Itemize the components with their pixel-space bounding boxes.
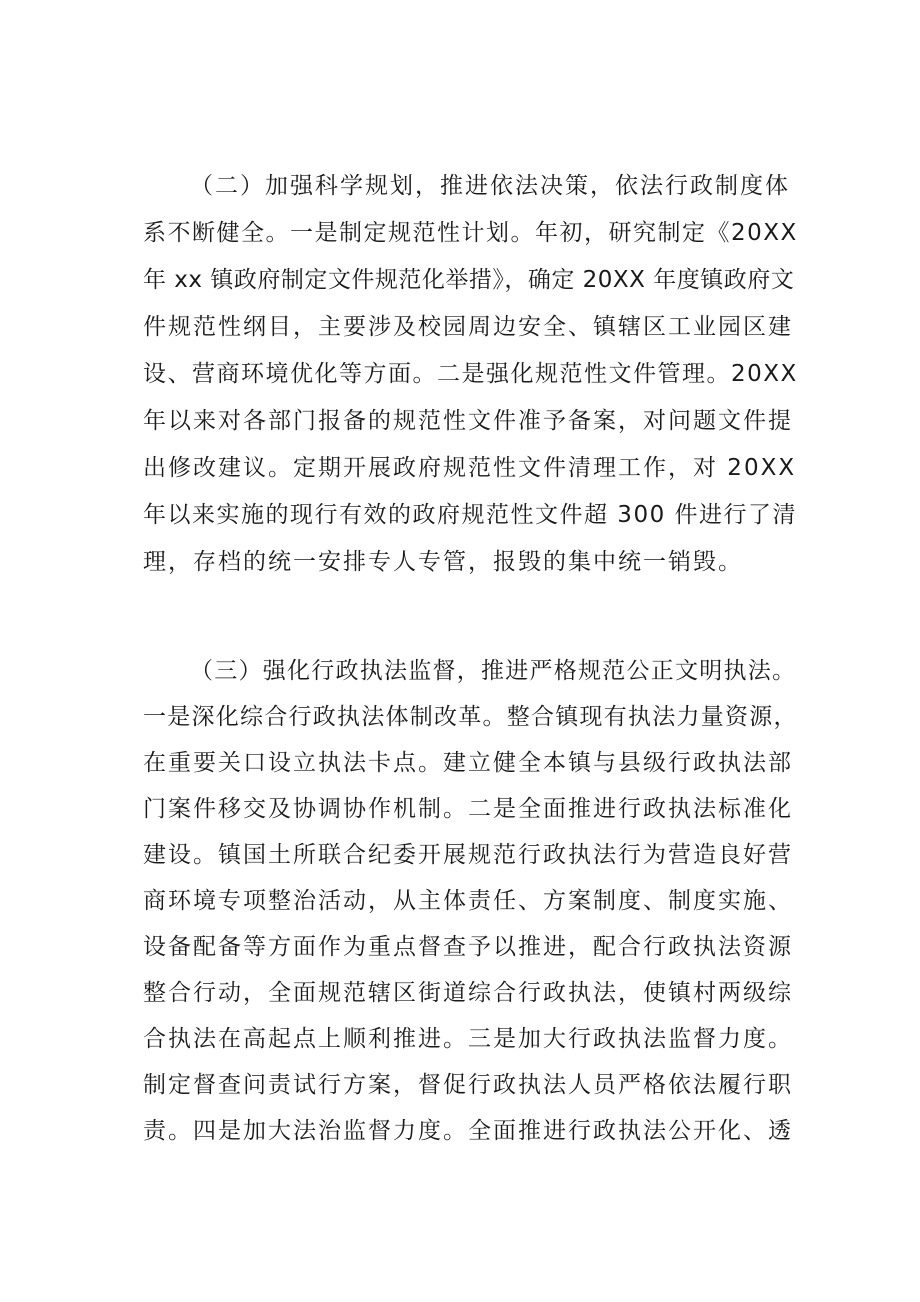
paragraph-3-line-3: 在重要关口设立执法卡点。建立健全本镇与县级行政执法部 — [143, 750, 793, 776]
paragraph-3-line-9: 合执法在高起点上顺利推进。三是加大行政执法监督力度。 — [143, 1026, 793, 1052]
paragraph-2-line-8: 年以来实施的现行有效的政府规范性文件超 300 件进行了清 — [143, 502, 798, 528]
paragraph-3-line-4: 门案件移交及协调协作机制。二是全面推进行政执法标准化 — [143, 796, 793, 822]
paragraph-2-line-9: 理，存档的统一安排专人专管，报毁的集中统一销毁。 — [143, 549, 743, 575]
paragraph-2-line-7: 出修改建议。定期开展政府规范性文件清理工作，对 20XX — [143, 455, 797, 481]
paragraph-2-line-2: 系不断健全。一是制定规范性计划。年初，研究制定《20XX — [143, 220, 798, 246]
paragraph-3-line-11: 责。四是加大法治监督力度。全面推进行政执法公开化、透 — [143, 1118, 793, 1144]
paragraph-3-line-8: 整合行动，全面规范辖区街道综合行政执法，使镇村两级综 — [143, 980, 793, 1006]
paragraph-2-line-1: （二）加强科学规划，推进依法决策，依法行政制度体 — [190, 173, 790, 199]
paragraph-3-line-7: 设备配备等方面作为重点督查予以推进，配合行政执法资源 — [143, 934, 793, 960]
paragraph-3-line-2: 一是深化综合行政执法体制改革。整合镇现有执法力量资源， — [143, 704, 798, 730]
paragraph-3-line-6: 商环境专项整治活动，从主体责任、方案制度、制度实施、 — [143, 888, 793, 914]
paragraph-3-line-5: 建设。镇国土所联合纪委开展规范行政执法行为营造良好营 — [143, 842, 793, 868]
paragraph-2-line-5: 设、营商环境优化等方面。二是强化规范性文件管理。20XX — [143, 361, 798, 387]
paragraph-2-line-4: 件规范性纲目，主要涉及校园周边安全、镇辖区工业园区建 — [143, 314, 793, 340]
paragraph-2-line-6: 年以来对各部门报备的规范性文件准予备案，对问题文件提 — [143, 408, 793, 434]
paragraph-2-line-3: 年 xx 镇政府制定文件规范化举措》，确定 20XX 年度镇政府文 — [143, 267, 795, 293]
paragraph-3-line-1: （三）强化行政执法监督，推进严格规范公正文明执法。 — [190, 658, 797, 684]
paragraph-3-line-10: 制定督查问责试行方案，督促行政执法人员严格依法履行职 — [143, 1072, 793, 1098]
